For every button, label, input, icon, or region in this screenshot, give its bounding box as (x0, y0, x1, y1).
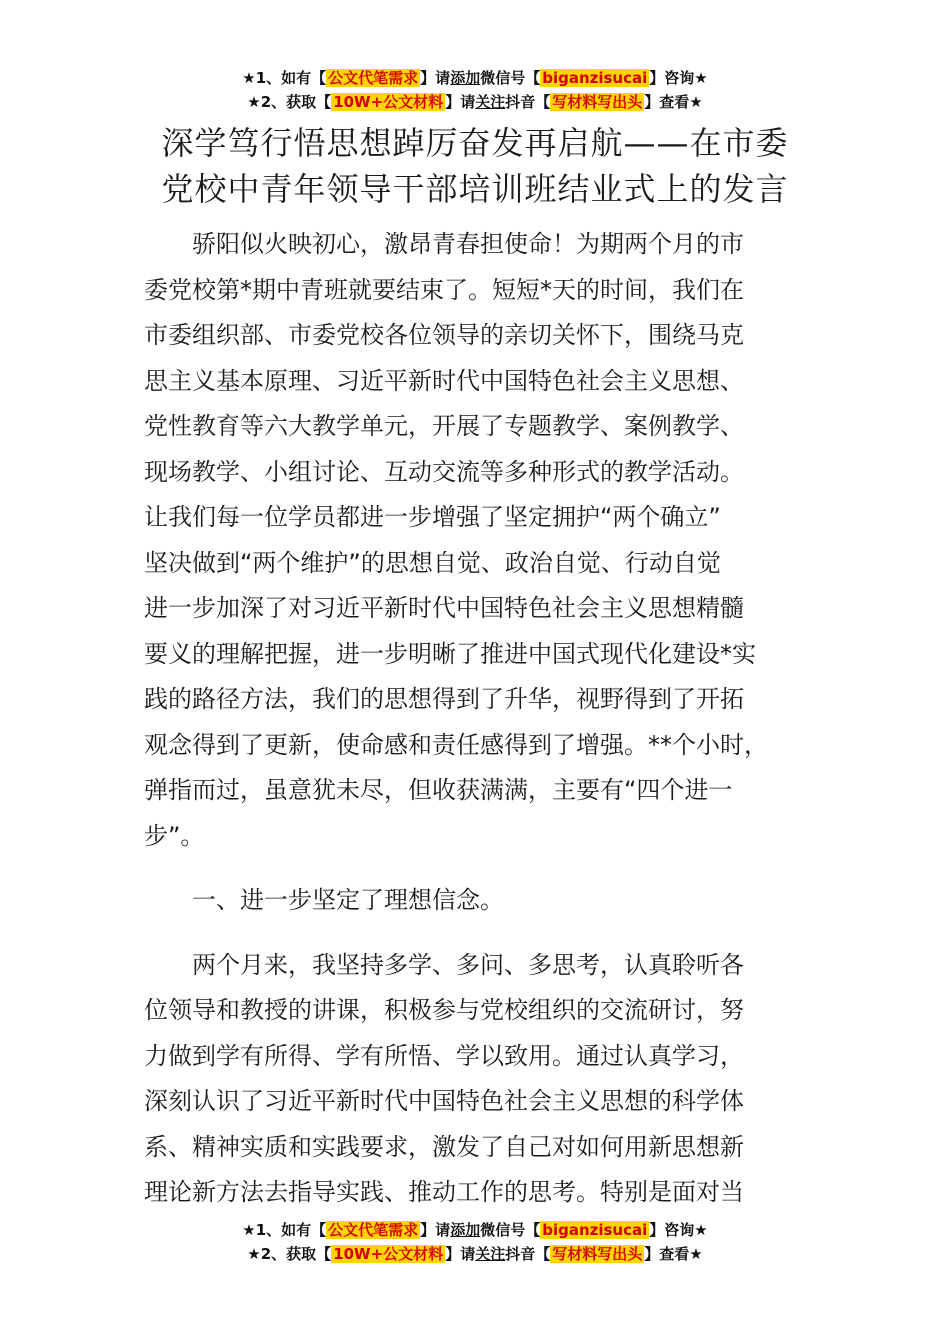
text-line: 弹指而过，虽意犹未尽，但收获满满，主要有“四个进一 (144, 776, 733, 804)
banner-underline: 关注 (475, 93, 506, 111)
document-title (150, 120, 800, 212)
text-line: 坚决做到“两个维护”的思想自觉、政治自觉、行动自觉 (144, 548, 721, 577)
banner-line-1 (0, 66, 950, 90)
banner-highlight: 10W+公文材料 (333, 93, 444, 111)
bottom-banner (0, 1218, 950, 1266)
text-line: 位领导和教授的讲课，积极参与党校组织的交流研讨，努 (144, 996, 744, 1024)
text-line: 步”。 (144, 821, 205, 850)
text-line: 力做到学有所得、学有所悟、学以致用。通过认真学习， (144, 1041, 744, 1070)
banner-text: 】咨询★ (649, 69, 708, 87)
banner-text: 】咨询★ (649, 1221, 708, 1239)
banner-line-2 (0, 90, 950, 114)
banner-text: 】请 (420, 69, 451, 87)
text-line: 深刻认识了习近平新时代中国特色社会主义思想的科学体 (144, 1087, 744, 1115)
banner-underline: 添加 (450, 1221, 481, 1239)
banner-highlight: biganzisucai (542, 69, 648, 87)
title-line-2: 党校中青年领导干部培训班结业式上的发言 (161, 170, 789, 208)
banner-text: 微信号【 (480, 1221, 541, 1239)
text-line: 市委组织部、市委党校各位领导的亲切关怀下，围绕马克 (144, 321, 744, 349)
paragraph-2 (144, 943, 834, 1216)
text-line: 践的路径方法，我们的思想得到了升华，视野得到了开拓 (144, 685, 744, 713)
text-line: 骄阳似火映初心，激昂青春担使命！为期两个月的市 (192, 230, 744, 258)
text-line: 观念得到了更新，使命感和责任感得到了增强。**个小时， (144, 730, 768, 759)
banner-highlight: biganzisucai (542, 1221, 648, 1239)
text-line: 让我们每一位学员都进一步增强了坚定拥护“两个确立” (144, 503, 721, 531)
text-line: 党性教育等六大教学单元，开展了专题教学、案例教学、 (144, 412, 744, 440)
banner-text: 】请 (445, 93, 476, 111)
banner-highlight: 公文代笔需求 (328, 1221, 419, 1239)
title-line-1: 深学笃行悟思想踔厉奋发再启航——在市委 (161, 124, 789, 162)
text-line: 进一步加深了对习近平新时代中国特色社会主义思想精髓 (144, 594, 744, 622)
paragraph-1 (144, 222, 834, 859)
banner-line-1 (0, 1218, 950, 1242)
section-heading: 一、进一步坚定了理想信念。 (192, 886, 504, 914)
text-line: 委党校第*期中青班就要结束了。短短*天的时间，我们在 (144, 275, 744, 304)
banner-text: 抖音【 (505, 1245, 551, 1263)
text-line: 两个月来，我坚持多学、多问、多思考，认真聆听各 (192, 950, 744, 979)
top-banner (0, 66, 950, 114)
banner-text: 】请 (420, 1221, 451, 1239)
document-body (144, 222, 834, 1216)
banner-text: 】查看★ (644, 1245, 703, 1263)
text-line: 要义的理解把握，进一步明晰了推进中国式现代化建设*实 (144, 639, 756, 668)
banner-line-2 (0, 1242, 950, 1266)
banner-highlight: 写材料写出头 (552, 1245, 643, 1263)
banner-highlight: 公文代笔需求 (328, 69, 419, 87)
banner-underline: 关注 (475, 1245, 506, 1263)
text-line: 系、精神实质和实践要求，激发了自己对如何用新思想新 (144, 1132, 744, 1161)
banner-highlight: 写材料写出头 (552, 93, 643, 111)
banner-text: ★2、获取【 (247, 1245, 332, 1263)
banner-text: 抖音【 (505, 93, 551, 111)
banner-text: ★1、如有【 (242, 1221, 327, 1239)
banner-highlight: 10W+公文材料 (333, 1245, 444, 1263)
banner-text: ★1、如有【 (242, 69, 327, 87)
banner-text: 】查看★ (644, 93, 703, 111)
text-line: 思主义基本原理、习近平新时代中国特色社会主义思想、 (144, 366, 744, 395)
banner-text: ★2、获取【 (247, 93, 332, 111)
banner-text: 】请 (445, 1245, 476, 1263)
text-line: 理论新方法去指导实践、推动工作的思考。特别是面对当 (144, 1178, 744, 1206)
banner-text: 微信号【 (480, 69, 541, 87)
banner-underline: 添加 (450, 69, 481, 87)
text-line: 现场教学、小组讨论、互动交流等多种形式的教学活动。 (144, 457, 744, 486)
